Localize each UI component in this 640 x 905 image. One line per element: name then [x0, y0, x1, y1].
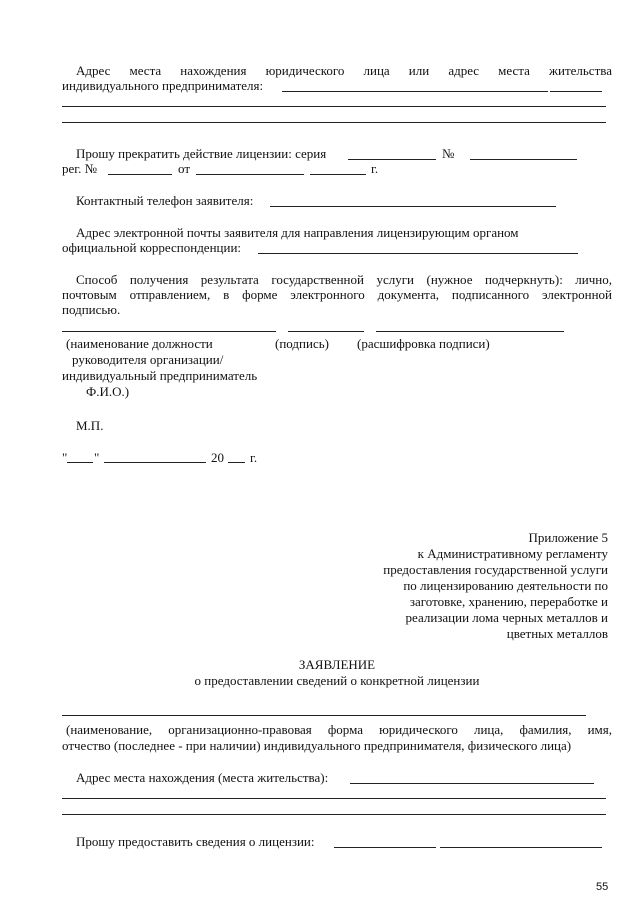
request-label: Прошу предоставить сведения о лицензии: [76, 834, 315, 849]
appendix-line: предоставления государственной услуги [383, 562, 608, 577]
applicant-name-field[interactable] [62, 715, 586, 716]
license-series-field[interactable] [348, 159, 436, 160]
license-number-field[interactable] [470, 159, 577, 160]
date-year-suffix: г. [250, 450, 258, 465]
appendix-line: реализации лома черных металлов и [405, 610, 608, 625]
signature-decoding-line[interactable] [376, 331, 564, 332]
year-field[interactable] [310, 174, 366, 175]
terminate-license-label: Прошу прекратить действие лицензии: серия [76, 146, 327, 161]
appendix-line: к Административному регламенту [417, 546, 608, 561]
year-digits-field[interactable] [228, 462, 245, 463]
address-line-2: индивидуального предпринимателя: [62, 78, 264, 93]
address-input-line-tail[interactable] [550, 91, 602, 92]
appendix-line: заготовке, хранению, переработке и [409, 594, 608, 609]
method-line-1: Способ получения результата государственной услуги (нужное подчеркнуть): лично, [76, 272, 612, 287]
date-century: 20 [211, 450, 224, 465]
address-extra-line-1[interactable] [62, 798, 606, 799]
reg-number-label: рег. № [62, 161, 98, 176]
address-blank-line-3[interactable] [62, 122, 606, 123]
method-line-3: подписью. [62, 302, 121, 317]
appendix-title: Приложение 5 [528, 530, 608, 545]
applicant-address-field[interactable] [350, 783, 594, 784]
email-label-2: официальной корреспонденции: [62, 240, 242, 255]
email-field[interactable] [258, 253, 578, 254]
day-field[interactable] [67, 462, 93, 463]
name-note-1: (наименование, организационно-правовая форма юридического лица, фамилия, имя, [66, 722, 612, 737]
appendix-line: по лицензированию деятельности по [403, 578, 608, 593]
license-info-field[interactable] [334, 847, 436, 848]
page-number: 55 [596, 881, 609, 893]
number-sign: № [442, 146, 455, 161]
year-suffix: г. [371, 161, 379, 176]
address-blank-line-2[interactable] [62, 106, 606, 107]
address-extra-line-2[interactable] [62, 814, 606, 815]
method-line-2: почтовым отправлением, в форме электронного документа, подписанного электронной [62, 287, 612, 302]
position-caption-3: индивидуальный предприниматель [62, 368, 258, 383]
position-caption-2: руководителя организации/ [72, 352, 224, 367]
phone-label: Контактный телефон заявителя: [76, 193, 254, 208]
name-note-2: отчество (последнее - при наличии) индивидуального предпринимателя, физического лица) [62, 738, 572, 753]
phone-field[interactable] [270, 206, 556, 207]
signature-caption: (подпись) [275, 336, 329, 351]
date-field[interactable] [196, 174, 304, 175]
form-heading: ЗАЯВЛЕНИЕ [298, 657, 376, 672]
email-label-1: Адрес электронной почты заявителя для направления лицензирующим органом [76, 225, 519, 240]
address-input-line[interactable] [282, 91, 548, 92]
form-subheading: о предоставлении сведений о конкретной лицензии [194, 673, 480, 688]
position-caption-1: (наименование должности [66, 336, 213, 351]
from-label: от [178, 161, 191, 176]
stamp-place: М.П. [76, 418, 104, 433]
position-caption-4: Ф.И.О.) [86, 384, 130, 399]
signature-line[interactable] [288, 331, 364, 332]
applicant-address-label: Адрес места нахождения (места жительства): [76, 770, 329, 785]
month-field[interactable] [104, 462, 206, 463]
address-line-1: Адрес места нахождения юридического лица или адрес места жительства [76, 63, 612, 78]
reg-number-field[interactable] [108, 174, 172, 175]
position-signature-line[interactable] [62, 331, 276, 332]
license-info-field-2[interactable] [440, 847, 602, 848]
date-quote-open: " [62, 450, 68, 465]
decoding-caption: (расшифровка подписи) [357, 336, 490, 351]
appendix-line: цветных металлов [506, 626, 608, 641]
date-quote-close: " [94, 450, 100, 465]
